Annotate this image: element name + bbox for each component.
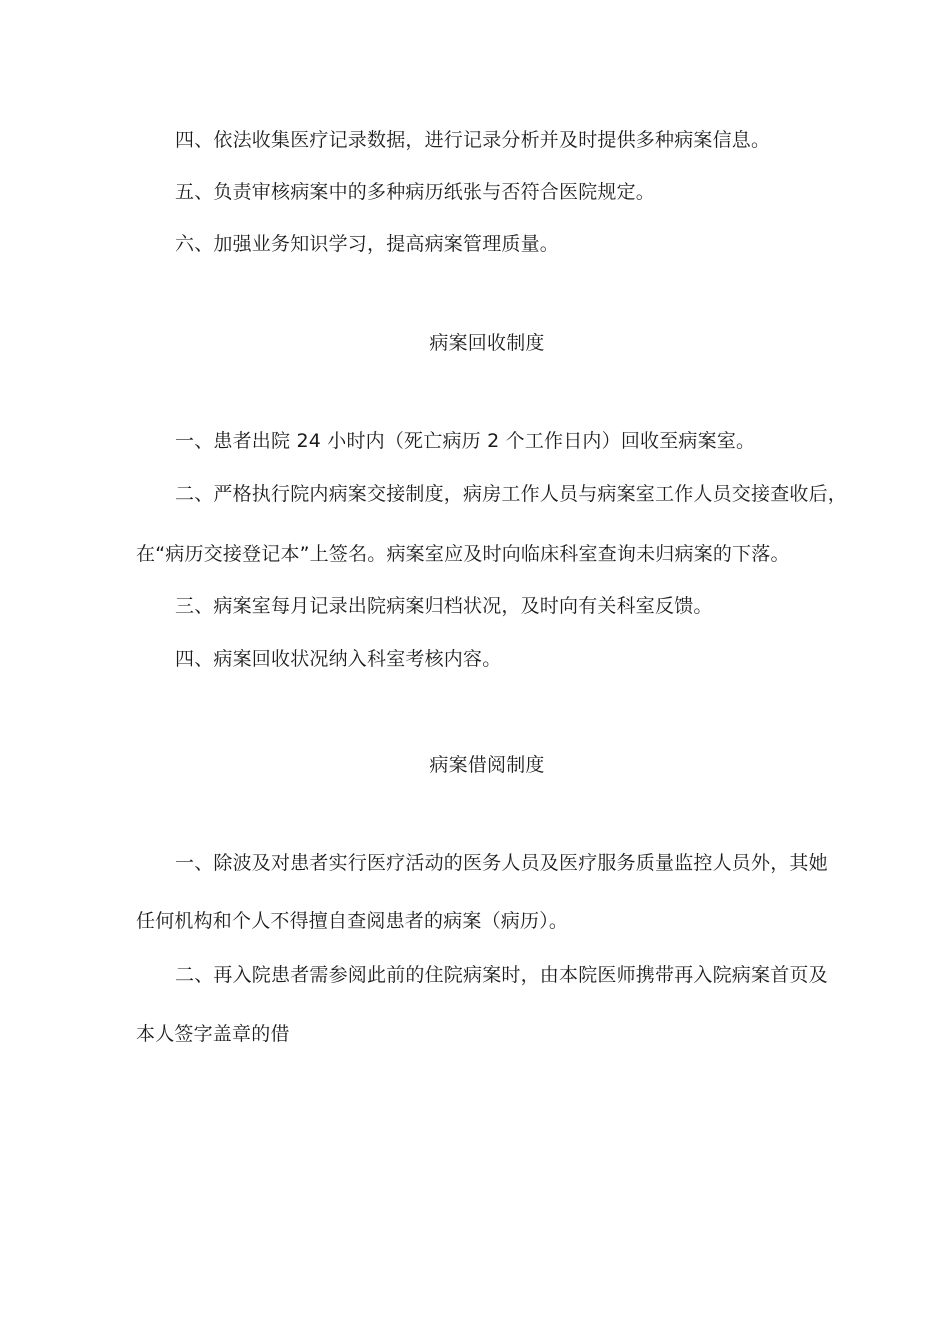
paragraph-item-6: 六、加强业务知识学习，提高病案管理质量。 [175, 233, 560, 255]
borrow-item-1-line-1: 一、除波及对患者实行医疗活动的医务人员及医疗服务质量监控人员外，其她 [175, 852, 828, 874]
paragraph-item-4: 四、依法收集医疗记录数据，进行记录分析并及时提供多种病案信息。 [175, 129, 771, 151]
recovery-item-3: 三、病案室每月记录出院病案归档状况，及时向有关科室反馈。 [175, 595, 713, 617]
borrow-item-2-line-2: 本人签字盖章的借 [136, 1023, 290, 1045]
paragraph-item-5: 五、负责审核病案中的多种病历纸张与否符合医院规定。 [175, 181, 656, 203]
recovery-item-2-line-1: 二、严格执行院内病案交接制度，病房工作人员与病案室工作人员交接查收后， [175, 483, 848, 505]
section-title-recovery: 病案回收制度 [429, 332, 545, 354]
borrow-item-2-line-1: 二、再入院患者需参阅此前的住院病案时，由本院医师携带再入院病案首页及 [175, 964, 828, 986]
recovery-item-2-line-2: 在“病历交接登记本”上签名。病案室应及时向临床科室查询未归病案的下落。 [136, 543, 790, 565]
recovery-item-4: 四、病案回收状况纳入科室考核内容。 [175, 648, 502, 670]
section-title-borrow: 病案借阅制度 [429, 754, 545, 776]
recovery-item-1: 一、患者出院 24 小时内（死亡病历 2 个工作日内）回收至病案室。 [175, 430, 756, 452]
borrow-item-1-line-2: 任何机构和个人不得擅自查阅患者的病案（病历）。 [136, 910, 569, 932]
